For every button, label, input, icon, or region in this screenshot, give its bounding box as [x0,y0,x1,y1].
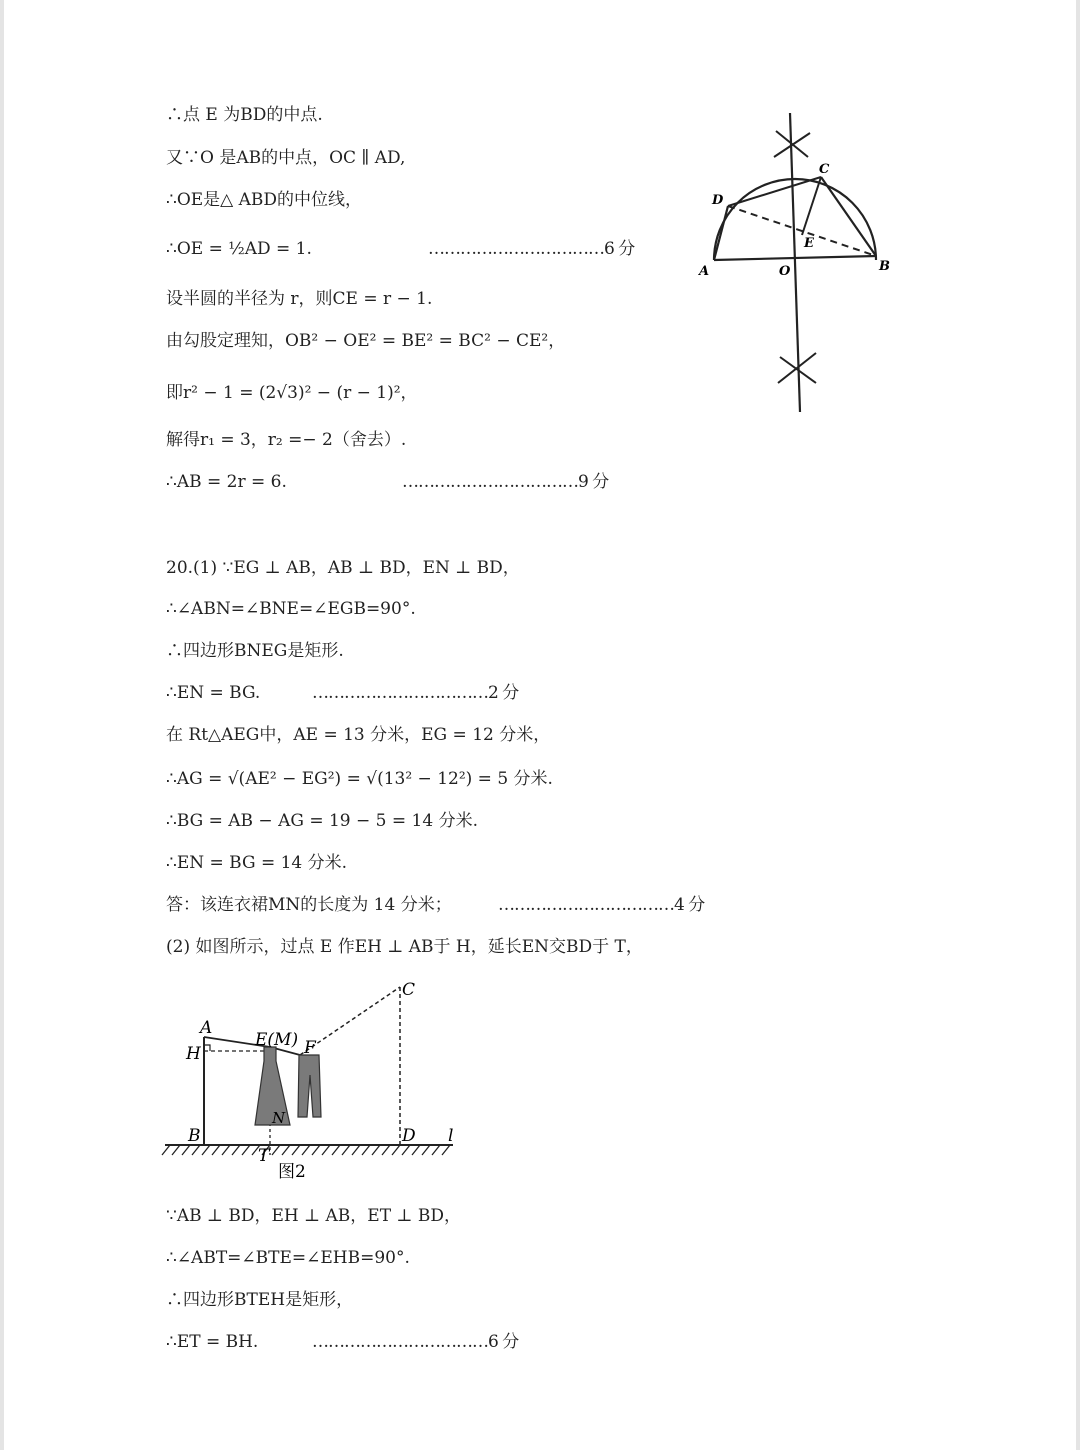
figure1-label-o: O [779,264,791,279]
solution-line: ∴ET = BH. [166,1332,259,1352]
score-mark: ……………………………9 分 [402,472,609,492]
figure2-label-f: F [304,1038,316,1058]
figure1-label-e: E [804,236,814,251]
solution-line: ∴BG = AB − AG = 19 − 5 = 14 分米. [166,811,478,831]
solution-line: 设半圆的半径为 r，则CE = r − 1. [166,289,433,309]
solution-line: ∴点 E 为BD的中点. [166,105,323,125]
solution-line: ∴OE是△ ABD的中位线， [166,190,363,210]
solution-line: ∴AG = √(AE² − EG²) = √(13² − 12²) = 5 分米. [166,769,553,789]
score-mark: ……………………………2 分 [312,683,519,703]
solution-line: ∴∠ABT=∠BTE=∠EHB=90°. [166,1248,410,1268]
solution-line: 在 Rt△AEG中，AE = 13 分米，EG = 12 分米， [166,725,551,745]
figure1-label-a: A [699,264,710,279]
figure2-label-d: D [402,1126,416,1146]
page-edge-left [0,0,4,1450]
solution-line: ∴EN = BG = 14 分米. [166,853,348,873]
figure2-label-em: E(M) [255,1030,299,1050]
figure2-label-h: H [186,1044,201,1064]
solution-line: ∴EN = BG. [166,683,261,703]
figure1-label-c: C [819,162,830,177]
solution-line: ∴∠ABN=∠BNE=∠EGB=90°. [166,599,416,619]
solution-line: 即r² − 1 = (2√3)² − (r − 1)²， [166,383,418,403]
clothesline-figure [160,975,470,1185]
figure2-label-b: B [188,1126,201,1146]
solution-line: (2) 如图所示，过点 E 作EH ⊥ AB于 H，延长EN交BD于 T， [166,937,643,957]
figure2-label-l: l [448,1126,454,1146]
solution-line: 20.(1) ∵EG ⊥ AB，AB ⊥ BD，EN ⊥ BD， [166,558,520,578]
figure2-label-t: T [258,1146,270,1166]
figure2-label-n: N [272,1109,286,1127]
solution-line: 又∵O 是AB的中点，OC ∥ AD, [166,148,406,168]
page-edge-right [1076,0,1080,1450]
solution-line: 解得r₁ = 3，r₂ =− 2（舍去）. [166,430,407,450]
solution-line: ∴OE = ½AD = 1. [166,239,312,259]
figure1-label-d: D [712,193,724,208]
score-mark: ……………………………6 分 [312,1332,519,1352]
score-mark: ……………………………4 分 [498,895,705,915]
solution-line: ∴AB = 2r = 6. [166,472,287,492]
solution-line: 由勾股定理知，OB² − OE² = BE² = BC² − CE²， [166,331,566,351]
solution-line: ∴四边形BTEH是矩形， [166,1290,354,1310]
figure1-label-b: B [879,259,890,274]
solution-line: ∵AB ⊥ BD，EH ⊥ AB，ET ⊥ BD， [166,1206,461,1226]
figure2-label-a: A [200,1018,213,1038]
score-mark: ……………………………6 分 [428,239,635,259]
semicircle-figure [690,105,920,420]
figure2-caption: 图2 [278,1162,306,1182]
solution-line: ∴四边形BNEG是矩形. [166,641,344,661]
solution-line: 答：该连衣裙MN的长度为 14 分米； [166,895,452,915]
figure2-label-c: C [402,980,416,1000]
